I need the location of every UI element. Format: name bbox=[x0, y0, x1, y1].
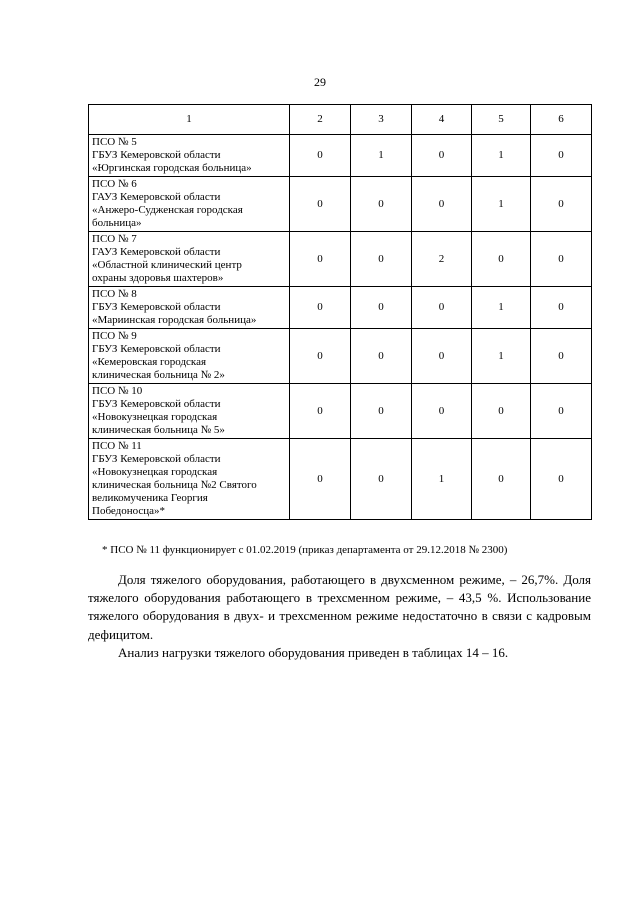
table-row bbox=[89, 287, 592, 329]
table-footnote: * ПСО № 11 функционирует с 01.02.2019 (приказ департамента от 29.12.2018 № 2300) bbox=[102, 544, 508, 556]
facility-name-line: ПСО № 9 bbox=[92, 330, 137, 342]
value-cell: 1 bbox=[351, 135, 412, 177]
value-cell: 0 bbox=[412, 177, 472, 232]
value-cell: 1 bbox=[412, 439, 472, 520]
value-cell: 0 bbox=[531, 384, 592, 439]
table-row bbox=[89, 135, 592, 177]
value-cell: 0 bbox=[472, 232, 531, 287]
column-header: 2 bbox=[290, 105, 351, 135]
facility-name-line: «Новокузнецкая городская bbox=[92, 466, 218, 478]
facility-name-line: ГБУЗ Кемеровской области bbox=[92, 301, 221, 313]
equipment-table bbox=[88, 104, 592, 520]
column-header: 4 bbox=[412, 105, 472, 135]
facility-name-line: больница» bbox=[92, 217, 142, 229]
facility-name-line: великомученика Георгия bbox=[92, 492, 208, 504]
facility-name-line: ПСО № 6 bbox=[92, 178, 137, 190]
facility-name-line: ПСО № 7 bbox=[92, 233, 137, 245]
facility-name-line: ГБУЗ Кемеровской области bbox=[92, 343, 221, 355]
facility-name-cell bbox=[89, 135, 290, 177]
facility-name-line: охраны здоровья шахтеров» bbox=[92, 272, 224, 284]
facility-name-line: «Мариинская городская больница» bbox=[92, 314, 257, 326]
facility-name-line: ГАУЗ Кемеровской области bbox=[92, 191, 221, 203]
page-number: 29 bbox=[314, 75, 326, 89]
facility-name-line: «Кемеровская городская bbox=[92, 356, 207, 368]
table-row bbox=[89, 232, 592, 287]
value-cell: 0 bbox=[351, 177, 412, 232]
value-cell: 0 bbox=[290, 439, 351, 520]
table-row bbox=[89, 329, 592, 384]
table-row bbox=[89, 384, 592, 439]
value-cell: 0 bbox=[531, 439, 592, 520]
value-cell: 0 bbox=[531, 287, 592, 329]
facility-name-line: ГБУЗ Кемеровской области bbox=[92, 149, 221, 161]
value-cell: 0 bbox=[472, 384, 531, 439]
column-header: 1 bbox=[89, 105, 290, 135]
body-text bbox=[88, 571, 591, 662]
table-header-row bbox=[89, 105, 592, 135]
facility-name-line: ПСО № 8 bbox=[92, 288, 137, 300]
facility-name-cell bbox=[89, 439, 290, 520]
facility-name-line: ПСО № 5 bbox=[92, 136, 137, 148]
facility-name-line: «Областной клинический центр bbox=[92, 259, 242, 271]
value-cell: 0 bbox=[472, 439, 531, 520]
facility-name-line: клиническая больница № 5» bbox=[92, 424, 225, 436]
value-cell: 0 bbox=[351, 329, 412, 384]
value-cell: 1 bbox=[472, 329, 531, 384]
facility-name-line: ПСО № 10 bbox=[92, 385, 143, 397]
facility-name-line: ГАУЗ Кемеровской области bbox=[92, 246, 221, 258]
value-cell: 0 bbox=[290, 232, 351, 287]
value-cell: 0 bbox=[412, 135, 472, 177]
value-cell: 0 bbox=[290, 384, 351, 439]
value-cell: 0 bbox=[412, 287, 472, 329]
column-header: 6 bbox=[531, 105, 592, 135]
facility-name-line: «Новокузнецкая городская bbox=[92, 411, 218, 423]
table-row bbox=[89, 177, 592, 232]
facility-name-cell bbox=[89, 287, 290, 329]
facility-name-cell bbox=[89, 329, 290, 384]
paragraph: Анализ нагрузки тяжелого оборудования приведен в таблицах 14 – 16. bbox=[118, 644, 509, 660]
facility-name-line: клиническая больница №2 Святого bbox=[92, 479, 257, 491]
value-cell: 1 bbox=[472, 177, 531, 232]
facility-name-cell bbox=[89, 384, 290, 439]
value-cell: 1 bbox=[472, 135, 531, 177]
value-cell: 0 bbox=[531, 135, 592, 177]
value-cell: 1 bbox=[472, 287, 531, 329]
column-header: 3 bbox=[351, 105, 412, 135]
value-cell: 0 bbox=[351, 287, 412, 329]
facility-name-cell bbox=[89, 232, 290, 287]
value-cell: 0 bbox=[531, 232, 592, 287]
table-row bbox=[89, 439, 592, 520]
facility-name-line: ГБУЗ Кемеровской области bbox=[92, 398, 221, 410]
value-cell: 0 bbox=[290, 135, 351, 177]
column-header: 5 bbox=[472, 105, 531, 135]
value-cell: 0 bbox=[531, 177, 592, 232]
facility-name-line: Победоносца»* bbox=[92, 505, 166, 517]
value-cell: 0 bbox=[290, 177, 351, 232]
facility-name-line: «Анжеро-Судженская городская bbox=[92, 204, 243, 216]
facility-name-line: «Юргинская городская больница» bbox=[92, 162, 252, 174]
facility-name-line: ГБУЗ Кемеровской области bbox=[92, 453, 221, 465]
facility-name-cell bbox=[89, 177, 290, 232]
value-cell: 0 bbox=[412, 329, 472, 384]
value-cell: 0 bbox=[351, 232, 412, 287]
facility-name-line: клиническая больница № 2» bbox=[92, 369, 225, 381]
value-cell: 0 bbox=[290, 329, 351, 384]
value-cell: 2 bbox=[412, 232, 472, 287]
facility-name-line: ПСО № 11 bbox=[92, 440, 142, 452]
value-cell: 0 bbox=[351, 384, 412, 439]
paragraph: Доля тяжелого оборудования, работающего в двухсменном режиме, – 26,7%. Доля тяжелого оборудования работающего в трехсменном режиме, – 43,5 %. Использование тяжелого оборудования в двух- и трехсменном режиме недостаточно в связи с кадровым дефицитом. bbox=[88, 572, 591, 642]
value-cell: 0 bbox=[351, 439, 412, 520]
value-cell: 0 bbox=[290, 287, 351, 329]
value-cell: 0 bbox=[531, 329, 592, 384]
value-cell: 0 bbox=[412, 384, 472, 439]
